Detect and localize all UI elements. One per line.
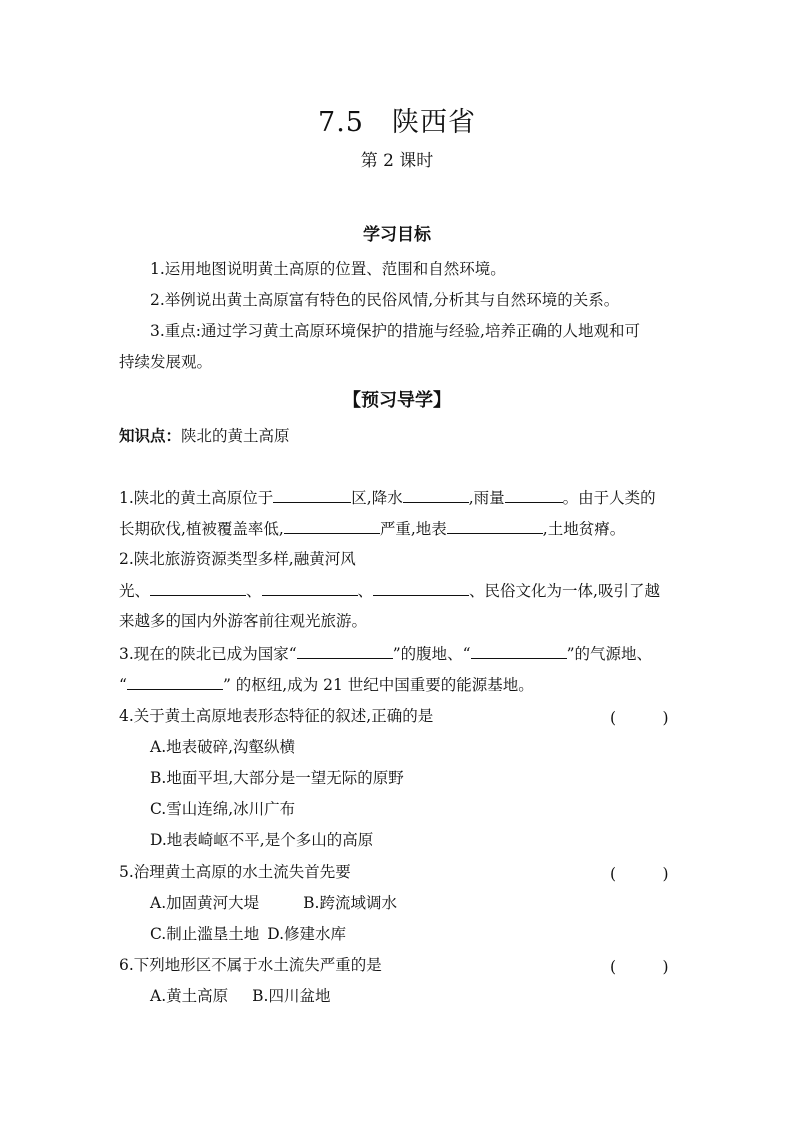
question-3-line-1 [119,643,652,664]
knowledge-label: 知识点： [119,426,182,445]
q1-blank-surface[interactable] [447,518,543,534]
q1-blank-location[interactable] [273,487,351,503]
objective-1: 1.运用地图说明黄土高原的位置、范围和自然环境。 [150,260,506,278]
question-5-option-d: D.修建水库 [267,925,347,943]
question-6-stem: 6.下列地形区不属于水土流失严重的是 [119,956,382,974]
q3-text-e: ” 的枢纽,成为 21 世纪中国重要的能源基地。 [222,676,534,694]
knowledge-topic: 陕北的黄土高原 [181,427,290,445]
question-5-answer-paren[interactable]: ( ) [610,865,669,883]
question-4-option-c: C.雪山连绵,冰川广布 [150,800,296,818]
question-4-option-a: A.地表破碎,沟壑纵横 [150,738,296,756]
q1-blank-rain-amount[interactable] [505,487,563,503]
q3-text-a: 3.现在的陕北已成为国家“ [119,645,297,663]
q2-blank-1[interactable] [150,580,246,596]
q1-text-g: ,土地贫瘠。 [542,520,626,538]
q1-text-c: ,雨量 [468,489,505,507]
question-6-options-ab [150,986,330,1006]
question-4-option-b: B.地面平坦,大部分是一望无际的原野 [150,769,404,787]
q3-text-d: “ [119,676,127,694]
knowledge-point [119,426,290,446]
question-6-answer-paren[interactable]: ( ) [610,958,669,976]
question-5-options-cd [150,924,346,944]
question-1-line-2 [119,518,625,539]
q1-blank-rainfall[interactable] [403,487,469,503]
q2-text-b: 光、 [119,582,151,600]
q3-blank-1[interactable] [297,643,393,659]
question-1-line-1 [119,487,656,508]
question-4-answer-paren[interactable]: ( ) [610,709,669,727]
q2-blank-3[interactable] [373,580,469,596]
question-5-option-c: C.制止滥垦土地 [150,925,260,943]
q3-blank-3[interactable] [127,674,223,690]
q3-text-b: ”的腹地、“ [392,645,471,663]
q1-text-f: 严重,地表 [379,520,447,538]
question-3-line-2 [119,674,534,695]
question-2-line-3: 来越多的国内外游客前往观光旅游。 [119,612,368,630]
q3-text-c: ”的气源地、 [566,645,653,663]
objective-3: 3.重点:通过学习黄土高原环境保护的措施与经验,培养正确的人地观和可 [150,322,640,340]
q2-text-e: 、民俗文化为一体,吸引了越 [469,582,660,600]
question-2-line-2 [119,580,660,601]
lesson-subtitle: 第 2 课时 [360,151,434,171]
question-6-option-a: A.黄土高原 [150,987,229,1005]
q1-text-b: 区,降水 [351,489,403,507]
question-5-option-b: B.跨流域调水 [303,894,397,912]
objective-2: 2.举例说出黄土高原富有特色的民俗风情,分析其与自然环境的关系。 [150,291,620,309]
preview-heading: 【预习导学】 [343,390,451,411]
q2-text-c: 、 [246,582,262,600]
objective-3-continued: 持续发展观。 [119,353,213,371]
question-5-options-ab [150,893,397,913]
question-4-stem: 4.关于黄土高原地表形态特征的叙述,正确的是 [119,707,434,725]
question-6-option-b: B.四川盆地 [252,987,331,1005]
q2-blank-2[interactable] [262,580,358,596]
q1-text-e: 长期砍伐,植被覆盖率低, [119,520,284,538]
q1-text-a: 1.陕北的黄土高原位于 [119,489,274,507]
q3-blank-2[interactable] [471,643,567,659]
question-5-stem: 5.治理黄土高原的水土流失首先要 [119,863,351,881]
q1-blank-erosion[interactable] [284,518,380,534]
question-4-option-d: D.地表崎岖不平,是个多山的高原 [150,831,374,849]
objectives-heading: 学习目标 [363,225,431,245]
question-2-line-1: 2.陕北旅游资源类型多样,融黄河风 [119,550,356,568]
question-5-option-a: A.加固黄河大堤 [150,894,260,912]
q1-text-d: 。由于人类的 [562,489,656,507]
page-title: 7.5 陕西省 [318,107,476,138]
q2-text-d: 、 [357,582,374,600]
